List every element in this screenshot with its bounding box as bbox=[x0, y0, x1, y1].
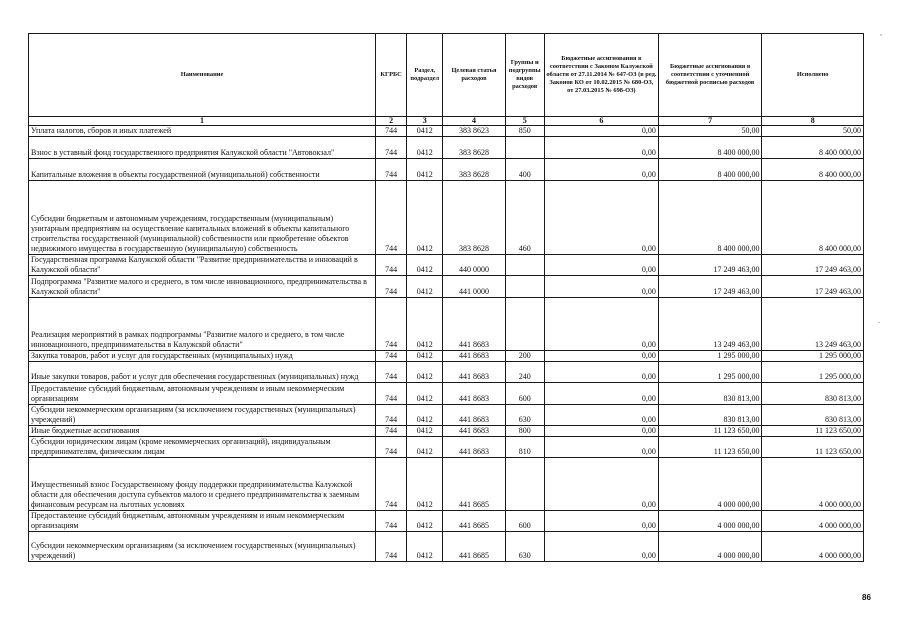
row-law-allocation: 0,00 bbox=[544, 405, 658, 426]
row-executed: 1 295 000,00 bbox=[762, 351, 864, 362]
row-target-article: 440 0000 bbox=[443, 255, 505, 276]
row-name: Взнос в уставный фонд государственного предприятия Калужской области "Автовокзал" bbox=[29, 137, 376, 159]
row-law-allocation: 0,00 bbox=[544, 276, 658, 298]
header-name: Наименование bbox=[29, 34, 376, 117]
row-kgrbs: 744 bbox=[376, 458, 407, 511]
row-expense-group bbox=[505, 255, 544, 276]
table-row bbox=[29, 276, 864, 298]
row-law-allocation: 0,00 bbox=[544, 159, 658, 181]
header-kgrbs: КГРБС bbox=[376, 34, 407, 117]
table-row bbox=[29, 532, 864, 562]
row-kgrbs: 744 bbox=[376, 405, 407, 426]
row-name: Предоставление субсидий бюджетным, автономным учреждениям и иным некоммерческим организациям bbox=[29, 383, 376, 405]
row-kgrbs: 744 bbox=[376, 383, 407, 405]
row-target-article: 441 8685 bbox=[443, 532, 505, 562]
row-revised-allocation: 17 249 463,00 bbox=[658, 255, 762, 276]
row-target-article: 441 8683 bbox=[443, 351, 505, 362]
table-row bbox=[29, 255, 864, 276]
row-law-allocation: 0,00 bbox=[544, 362, 658, 383]
row-law-allocation: 0,00 bbox=[544, 458, 658, 511]
budget-sheet bbox=[28, 33, 864, 562]
row-kgrbs: 744 bbox=[376, 532, 407, 562]
scan-mark: , bbox=[880, 30, 882, 37]
row-revised-allocation: 4 000 000,00 bbox=[658, 532, 762, 562]
row-executed: 4 000 000,00 bbox=[762, 458, 864, 511]
table-row bbox=[29, 383, 864, 405]
row-razdel: 0412 bbox=[407, 126, 443, 137]
row-law-allocation: 0,00 bbox=[544, 532, 658, 562]
row-kgrbs: 744 bbox=[376, 137, 407, 159]
column-number: 1 bbox=[29, 117, 376, 126]
row-executed: 11 123 650,00 bbox=[762, 426, 864, 437]
row-kgrbs: 744 bbox=[376, 362, 407, 383]
page-number: 86 bbox=[862, 593, 871, 602]
row-target-article: 441 8683 bbox=[443, 383, 505, 405]
scan-mark: . bbox=[878, 318, 880, 325]
row-revised-allocation: 50,00 bbox=[658, 126, 762, 137]
column-number: 5 bbox=[505, 117, 544, 126]
row-expense-group: 800 bbox=[505, 426, 544, 437]
row-target-article: 441 8685 bbox=[443, 458, 505, 511]
column-number: 3 bbox=[407, 117, 443, 126]
table-row bbox=[29, 126, 864, 137]
row-target-article: 441 8685 bbox=[443, 511, 505, 532]
row-executed: 11 123 650,00 bbox=[762, 437, 864, 458]
row-razdel: 0412 bbox=[407, 351, 443, 362]
column-number: 4 bbox=[443, 117, 505, 126]
row-executed: 13 249 463,00 bbox=[762, 298, 864, 351]
row-kgrbs: 744 bbox=[376, 351, 407, 362]
row-revised-allocation: 830 813,00 bbox=[658, 405, 762, 426]
table-row bbox=[29, 405, 864, 426]
row-executed: 830 813,00 bbox=[762, 405, 864, 426]
row-razdel: 0412 bbox=[407, 458, 443, 511]
row-target-article: 441 8683 bbox=[443, 405, 505, 426]
row-law-allocation: 0,00 bbox=[544, 137, 658, 159]
row-revised-allocation: 13 249 463,00 bbox=[658, 298, 762, 351]
row-executed: 50,00 bbox=[762, 126, 864, 137]
row-expense-group: 240 bbox=[505, 362, 544, 383]
row-expense-group: 460 bbox=[505, 181, 544, 255]
row-name: Субсидии юридическим лицам (кроме некоммерческих организаций), индивидуальным предпринимателям, физическим лицам bbox=[29, 437, 376, 458]
row-name: Субсидии некоммерческим организациям (за исключением государственных (муниципальных) учреждений) bbox=[29, 532, 376, 562]
row-revised-allocation: 8 400 000,00 bbox=[658, 137, 762, 159]
row-kgrbs: 744 bbox=[376, 126, 407, 137]
row-expense-group: 630 bbox=[505, 532, 544, 562]
row-razdel: 0412 bbox=[407, 276, 443, 298]
row-target-article: 441 8683 bbox=[443, 298, 505, 351]
row-law-allocation: 0,00 bbox=[544, 126, 658, 137]
row-name: Капитальные вложения в объекты государственной (муниципальной) собственности bbox=[29, 159, 376, 181]
row-name: Государственная программа Калужской области "Развитие предпринимательства и инноваций в Калужской области" bbox=[29, 255, 376, 276]
row-law-allocation: 0,00 bbox=[544, 298, 658, 351]
table-row bbox=[29, 426, 864, 437]
row-executed: 830 813,00 bbox=[762, 383, 864, 405]
row-name: Предоставление субсидий бюджетным, автономным учреждениям и иным некоммерческим организациям bbox=[29, 511, 376, 532]
row-revised-allocation: 8 400 000,00 bbox=[658, 181, 762, 255]
row-name: Закупка товаров, работ и услуг для государственных (муниципальных) нужд bbox=[29, 351, 376, 362]
row-revised-allocation: 1 295 000,00 bbox=[658, 351, 762, 362]
row-name: Иные закупки товаров, работ и услуг для обеспечения государственных (муниципальных) нужд bbox=[29, 362, 376, 383]
header-razdel: Раздел, подраздел bbox=[407, 34, 443, 117]
row-target-article: 383 8623 bbox=[443, 126, 505, 137]
row-expense-group bbox=[505, 276, 544, 298]
row-expense-group bbox=[505, 458, 544, 511]
table-row bbox=[29, 351, 864, 362]
row-revised-allocation: 11 123 650,00 bbox=[658, 426, 762, 437]
row-revised-allocation: 4 000 000,00 bbox=[658, 511, 762, 532]
row-kgrbs: 744 bbox=[376, 437, 407, 458]
row-executed: 8 400 000,00 bbox=[762, 137, 864, 159]
row-kgrbs: 744 bbox=[376, 426, 407, 437]
row-name: Подпрограмма "Развитие малого и среднего, в том числе инновационного, предпринимательства в Калужской области" bbox=[29, 276, 376, 298]
column-number-row bbox=[29, 117, 864, 126]
row-target-article: 441 0000 bbox=[443, 276, 505, 298]
row-razdel: 0412 bbox=[407, 255, 443, 276]
row-target-article: 383 8628 bbox=[443, 137, 505, 159]
row-executed: 1 295 000,00 bbox=[762, 362, 864, 383]
column-number: 2 bbox=[376, 117, 407, 126]
header-law-allocations: Бюджетные ассигнования в соответствии с Законом Калужской области от 27.11.2014 № 647-ОЗ (в ред. Законов КО от 10.02.2015 № 680-ОЗ, от 27.03.2015 № 698-ОЗ) bbox=[544, 34, 658, 117]
table-row bbox=[29, 298, 864, 351]
row-razdel: 0412 bbox=[407, 362, 443, 383]
row-expense-group: 810 bbox=[505, 437, 544, 458]
table-row bbox=[29, 458, 864, 511]
header-target-article: Целевая статья расходов bbox=[443, 34, 505, 117]
row-revised-allocation: 4 000 000,00 bbox=[658, 458, 762, 511]
row-razdel: 0412 bbox=[407, 159, 443, 181]
row-revised-allocation: 1 295 000,00 bbox=[658, 362, 762, 383]
header-revised-allocations: Бюджетные ассигнования в соответствии с уточненной бюджетной росписью расходов bbox=[658, 34, 762, 117]
row-target-article: 383 8628 bbox=[443, 181, 505, 255]
row-expense-group: 600 bbox=[505, 383, 544, 405]
row-executed: 8 400 000,00 bbox=[762, 181, 864, 255]
row-target-article: 441 8683 bbox=[443, 437, 505, 458]
row-target-article: 441 8683 bbox=[443, 426, 505, 437]
row-razdel: 0412 bbox=[407, 405, 443, 426]
budget-table bbox=[28, 33, 864, 562]
row-kgrbs: 744 bbox=[376, 276, 407, 298]
row-name: Субсидии некоммерческим организациям (за исключением государственных (муниципальных) учреждений) bbox=[29, 405, 376, 426]
row-expense-group: 200 bbox=[505, 351, 544, 362]
row-name: Субсидии бюджетным и автономным учреждениям, государственным (муниципальным) унитарным предприятиям на осуществление капитальных вложений в объекты капитального строительства государственной (муниципальной) собственности или приобретение объектов недвижимого имущества в государственную (муниципальную) собственность bbox=[29, 181, 376, 255]
row-law-allocation: 0,00 bbox=[544, 351, 658, 362]
row-razdel: 0412 bbox=[407, 383, 443, 405]
row-law-allocation: 0,00 bbox=[544, 437, 658, 458]
header-expense-group: Группы и подгруппы видов расходов bbox=[505, 34, 544, 117]
table-row bbox=[29, 159, 864, 181]
row-target-article: 383 8628 bbox=[443, 159, 505, 181]
row-executed: 17 249 463,00 bbox=[762, 255, 864, 276]
row-revised-allocation: 17 249 463,00 bbox=[658, 276, 762, 298]
row-kgrbs: 744 bbox=[376, 181, 407, 255]
table-row bbox=[29, 437, 864, 458]
row-name: Уплата налогов, сборов и иных платежей bbox=[29, 126, 376, 137]
row-executed: 4 000 000,00 bbox=[762, 532, 864, 562]
row-name: Имущественный взнос Государственному фонду поддержки предпринимательства Калужской области для обеспечения доступа субъектов малого и среднего предпринимательства к заемным финансовым ресурсам на льготных условиях bbox=[29, 458, 376, 511]
row-law-allocation: 0,00 bbox=[544, 426, 658, 437]
row-kgrbs: 744 bbox=[376, 511, 407, 532]
table-row bbox=[29, 362, 864, 383]
row-law-allocation: 0,00 bbox=[544, 255, 658, 276]
column-number: 8 bbox=[762, 117, 864, 126]
row-expense-group bbox=[505, 298, 544, 351]
table-row bbox=[29, 511, 864, 532]
row-executed: 4 000 000,00 bbox=[762, 511, 864, 532]
table-row bbox=[29, 137, 864, 159]
row-name: Иные бюджетные ассигнования bbox=[29, 426, 376, 437]
row-revised-allocation: 11 123 650,00 bbox=[658, 437, 762, 458]
row-expense-group bbox=[505, 137, 544, 159]
row-razdel: 0412 bbox=[407, 426, 443, 437]
column-number: 6 bbox=[544, 117, 658, 126]
header-executed: Исполнено bbox=[762, 34, 864, 117]
row-name: Реализация мероприятий в рамках подпрограммы "Развитие малого и среднего, в том числе инновационного, предпринимательства в Калужской области" bbox=[29, 298, 376, 351]
table-row bbox=[29, 181, 864, 255]
row-kgrbs: 744 bbox=[376, 298, 407, 351]
column-number: 7 bbox=[658, 117, 762, 126]
row-expense-group: 630 bbox=[505, 405, 544, 426]
row-razdel: 0412 bbox=[407, 298, 443, 351]
row-law-allocation: 0,00 bbox=[544, 181, 658, 255]
row-razdel: 0412 bbox=[407, 437, 443, 458]
row-razdel: 0412 bbox=[407, 137, 443, 159]
row-kgrbs: 744 bbox=[376, 159, 407, 181]
row-expense-group: 600 bbox=[505, 511, 544, 532]
header-row bbox=[29, 34, 864, 117]
row-kgrbs: 744 bbox=[376, 255, 407, 276]
row-razdel: 0412 bbox=[407, 181, 443, 255]
row-expense-group: 400 bbox=[505, 159, 544, 181]
row-executed: 8 400 000,00 bbox=[762, 159, 864, 181]
row-expense-group: 850 bbox=[505, 126, 544, 137]
row-revised-allocation: 830 813,00 bbox=[658, 383, 762, 405]
budget-rows bbox=[29, 126, 864, 562]
row-target-article: 441 8683 bbox=[443, 362, 505, 383]
row-executed: 17 249 463,00 bbox=[762, 276, 864, 298]
row-law-allocation: 0,00 bbox=[544, 511, 658, 532]
row-razdel: 0412 bbox=[407, 532, 443, 562]
row-law-allocation: 0,00 bbox=[544, 383, 658, 405]
row-razdel: 0412 bbox=[407, 511, 443, 532]
row-revised-allocation: 8 400 000,00 bbox=[658, 159, 762, 181]
